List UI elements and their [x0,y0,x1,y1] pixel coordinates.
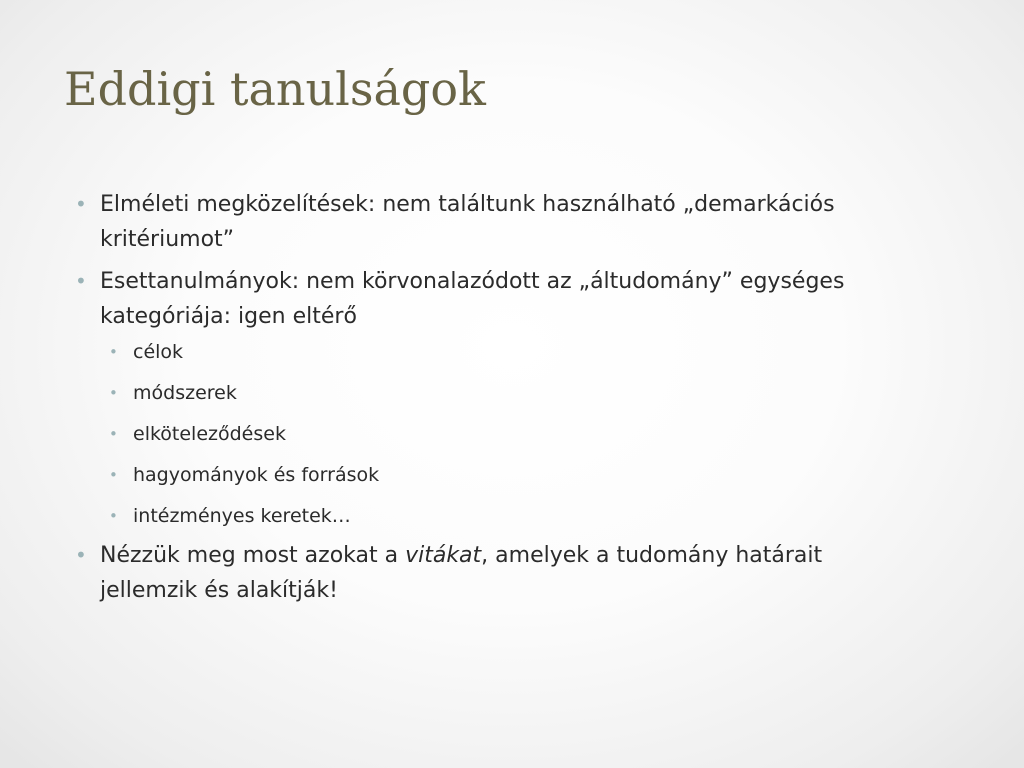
sub-bullet-marker-icon: • [109,343,118,361]
sub-bullet-list [100,340,872,529]
sub-bullet-item [100,463,872,488]
bullet-item-1 [72,187,872,257]
bullet-text-3-start: Nézzük meg most azokat a [100,543,406,568]
sub-bullet-marker-icon: • [109,507,118,525]
sub-bullet-text: módszerek [133,382,237,404]
sub-bullet-text: elköteleződések [133,423,286,445]
sub-bullet-text: célok [133,341,184,363]
bullet-text-3 [100,543,822,603]
slide-title: Eddigi tanulságok [64,62,486,116]
sub-bullet-item [100,340,872,365]
bullet-item-3 [72,538,872,608]
bullet-list [72,187,872,615]
sub-bullet-marker-icon: • [109,425,118,443]
bullet-text-2: Esettanulmányok: nem körvonalazódott az „áltudomány” egységes kategóriája: igen eltérő [100,269,845,329]
bullet-marker-icon: • [75,543,87,567]
bullet-text-3-emphasis: vitákat [405,543,482,568]
bullet-item-2 [72,264,872,529]
bullet-text-3-end: , amelyek a tudomány határait jellemzik és alakítják! [100,543,823,603]
bullet-marker-icon: • [75,269,87,293]
bullet-text-1: Elméleti megközelítések: nem találtunk használható „demarkációs kritériumot” [100,192,835,252]
sub-bullet-item [100,504,872,529]
sub-bullet-text: intézményes keretek… [133,505,351,527]
sub-bullet-marker-icon: • [109,384,118,402]
sub-bullet-item [100,381,872,406]
sub-bullet-marker-icon: • [109,466,118,484]
bullet-marker-icon: • [75,192,87,216]
sub-bullet-text: hagyományok és források [133,464,380,486]
sub-bullet-item [100,422,872,447]
